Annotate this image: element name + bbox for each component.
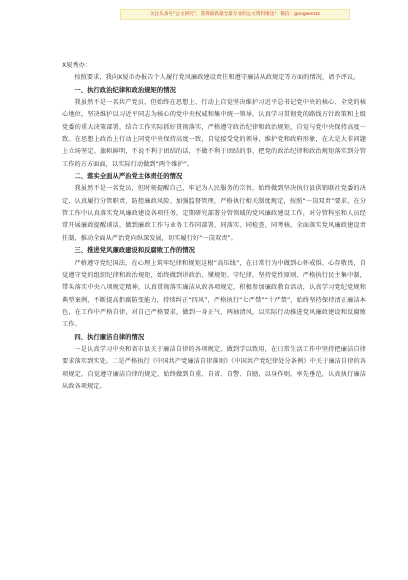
salutation: X厦秀办： xyxy=(62,62,92,69)
section-paragraph: 一是认真学习中央和省市县关于廉洁自律的各项规定，做到学以致用，在日常生活工作中坚持把廉洁自律要求落实到实处。二是严格执行《中国共产党廉洁自律准则》《中国共产党纪律处分条例》中关于廉洁自律的各项规定，自觉遵守廉洁自律的规定，始终做到自重、自省、自警、自励，以身作则，率先垂范，认真执行廉洁从政各项规定。 xyxy=(62,345,366,390)
intro-paragraph: 按照要求，我向X厦市办报告个人履行党风廉政建设责任和遵守廉洁从政规定等方面的情况，请予评议。 xyxy=(74,74,360,82)
section-heading: 二、落实全面从严治党主体责任的情况 xyxy=(74,173,183,181)
section-heading: 一、执行政治纪律和政治规矩的情况 xyxy=(74,86,176,94)
promo-banner: 关注头条号“公文研究”，获得最新最全最专业的公文资料推送！ 微信：gongwenzz xyxy=(120,9,350,20)
section-paragraph: 我虽然不是一名共产党员，但始终在思想上、行动上自觉坚决维护习近平总书记党中央的核心、全党的核心地位，坚决维护以习近平同志为核心的党中央权威和集中统一领导，认真学习贯彻党的路线方针政策和上级党委的重大决策部署，结合工作实际抓好贯彻落实，严格遵守政治纪律和政治规矩，自觉与党中央保持高度一致。在思想上政治上行动上同党中央保持高度一致，自觉接受党的领导，维护党和政府形象，在大是大非问题上立场坚定、旗帜鲜明，不说不利于团结的话，不做不利于团结的事，把党的政治纪律和政治规矩落实到分管工作的方方面面，以实际行动做到“两个维护”。 xyxy=(62,99,366,168)
section-paragraph: 严格遵守党纪国法，在心理上筑牢纪律和规矩这根“高压线”，在日常行为中做到心怀戒惧、心存敬畏，自觉遵守党的组织纪律和政治规矩，始终做到讲政治、懂规矩、守纪律，坚持党性原则，严格执行民主集中制，带头落实中央八项规定精神，认真贯彻落实廉洁从政各项规定，积极参加廉政教育活动，认真学习党纪党规和典型案例，不断提高拒腐防变能力，持续纠正“四风”，严格执行“七严禁”“十严禁”，始终坚持保持清正廉洁本色，在工作中严格自律，对自己严格要求，做到一身正气、两袖清风，以实际行动推进党风廉政建设和反腐败工作。 xyxy=(62,259,366,329)
section-paragraph: 我虽然不是一名党员，但时刻提醒自己，牢记为人民服务的宗旨，始终做到坚决执行县供销联社党委的决定，认真履行分管职责，防控廉政风险、加强监督管理，严格执行相关制度规定，按照“一岗双责”要求，在分管工作中认真落实党风廉政建设各项任务，定期研究部署分管领域的党风廉政建设工作，对分管科室和人员经常开展廉政提醒谈话，做到廉政工作与业务工作同部署、同落实、同检查、同考核，全面落实党风廉政建设责任制，推动全面从严治党向纵深发展，切实履行好“一岗双责”。 xyxy=(62,185,366,242)
report-body xyxy=(62,60,366,393)
section-heading: 四、执行廉洁自律的情况 xyxy=(74,333,145,341)
section-heading: 三、推进党风廉政建设和反腐败工作的情况 xyxy=(74,247,195,255)
